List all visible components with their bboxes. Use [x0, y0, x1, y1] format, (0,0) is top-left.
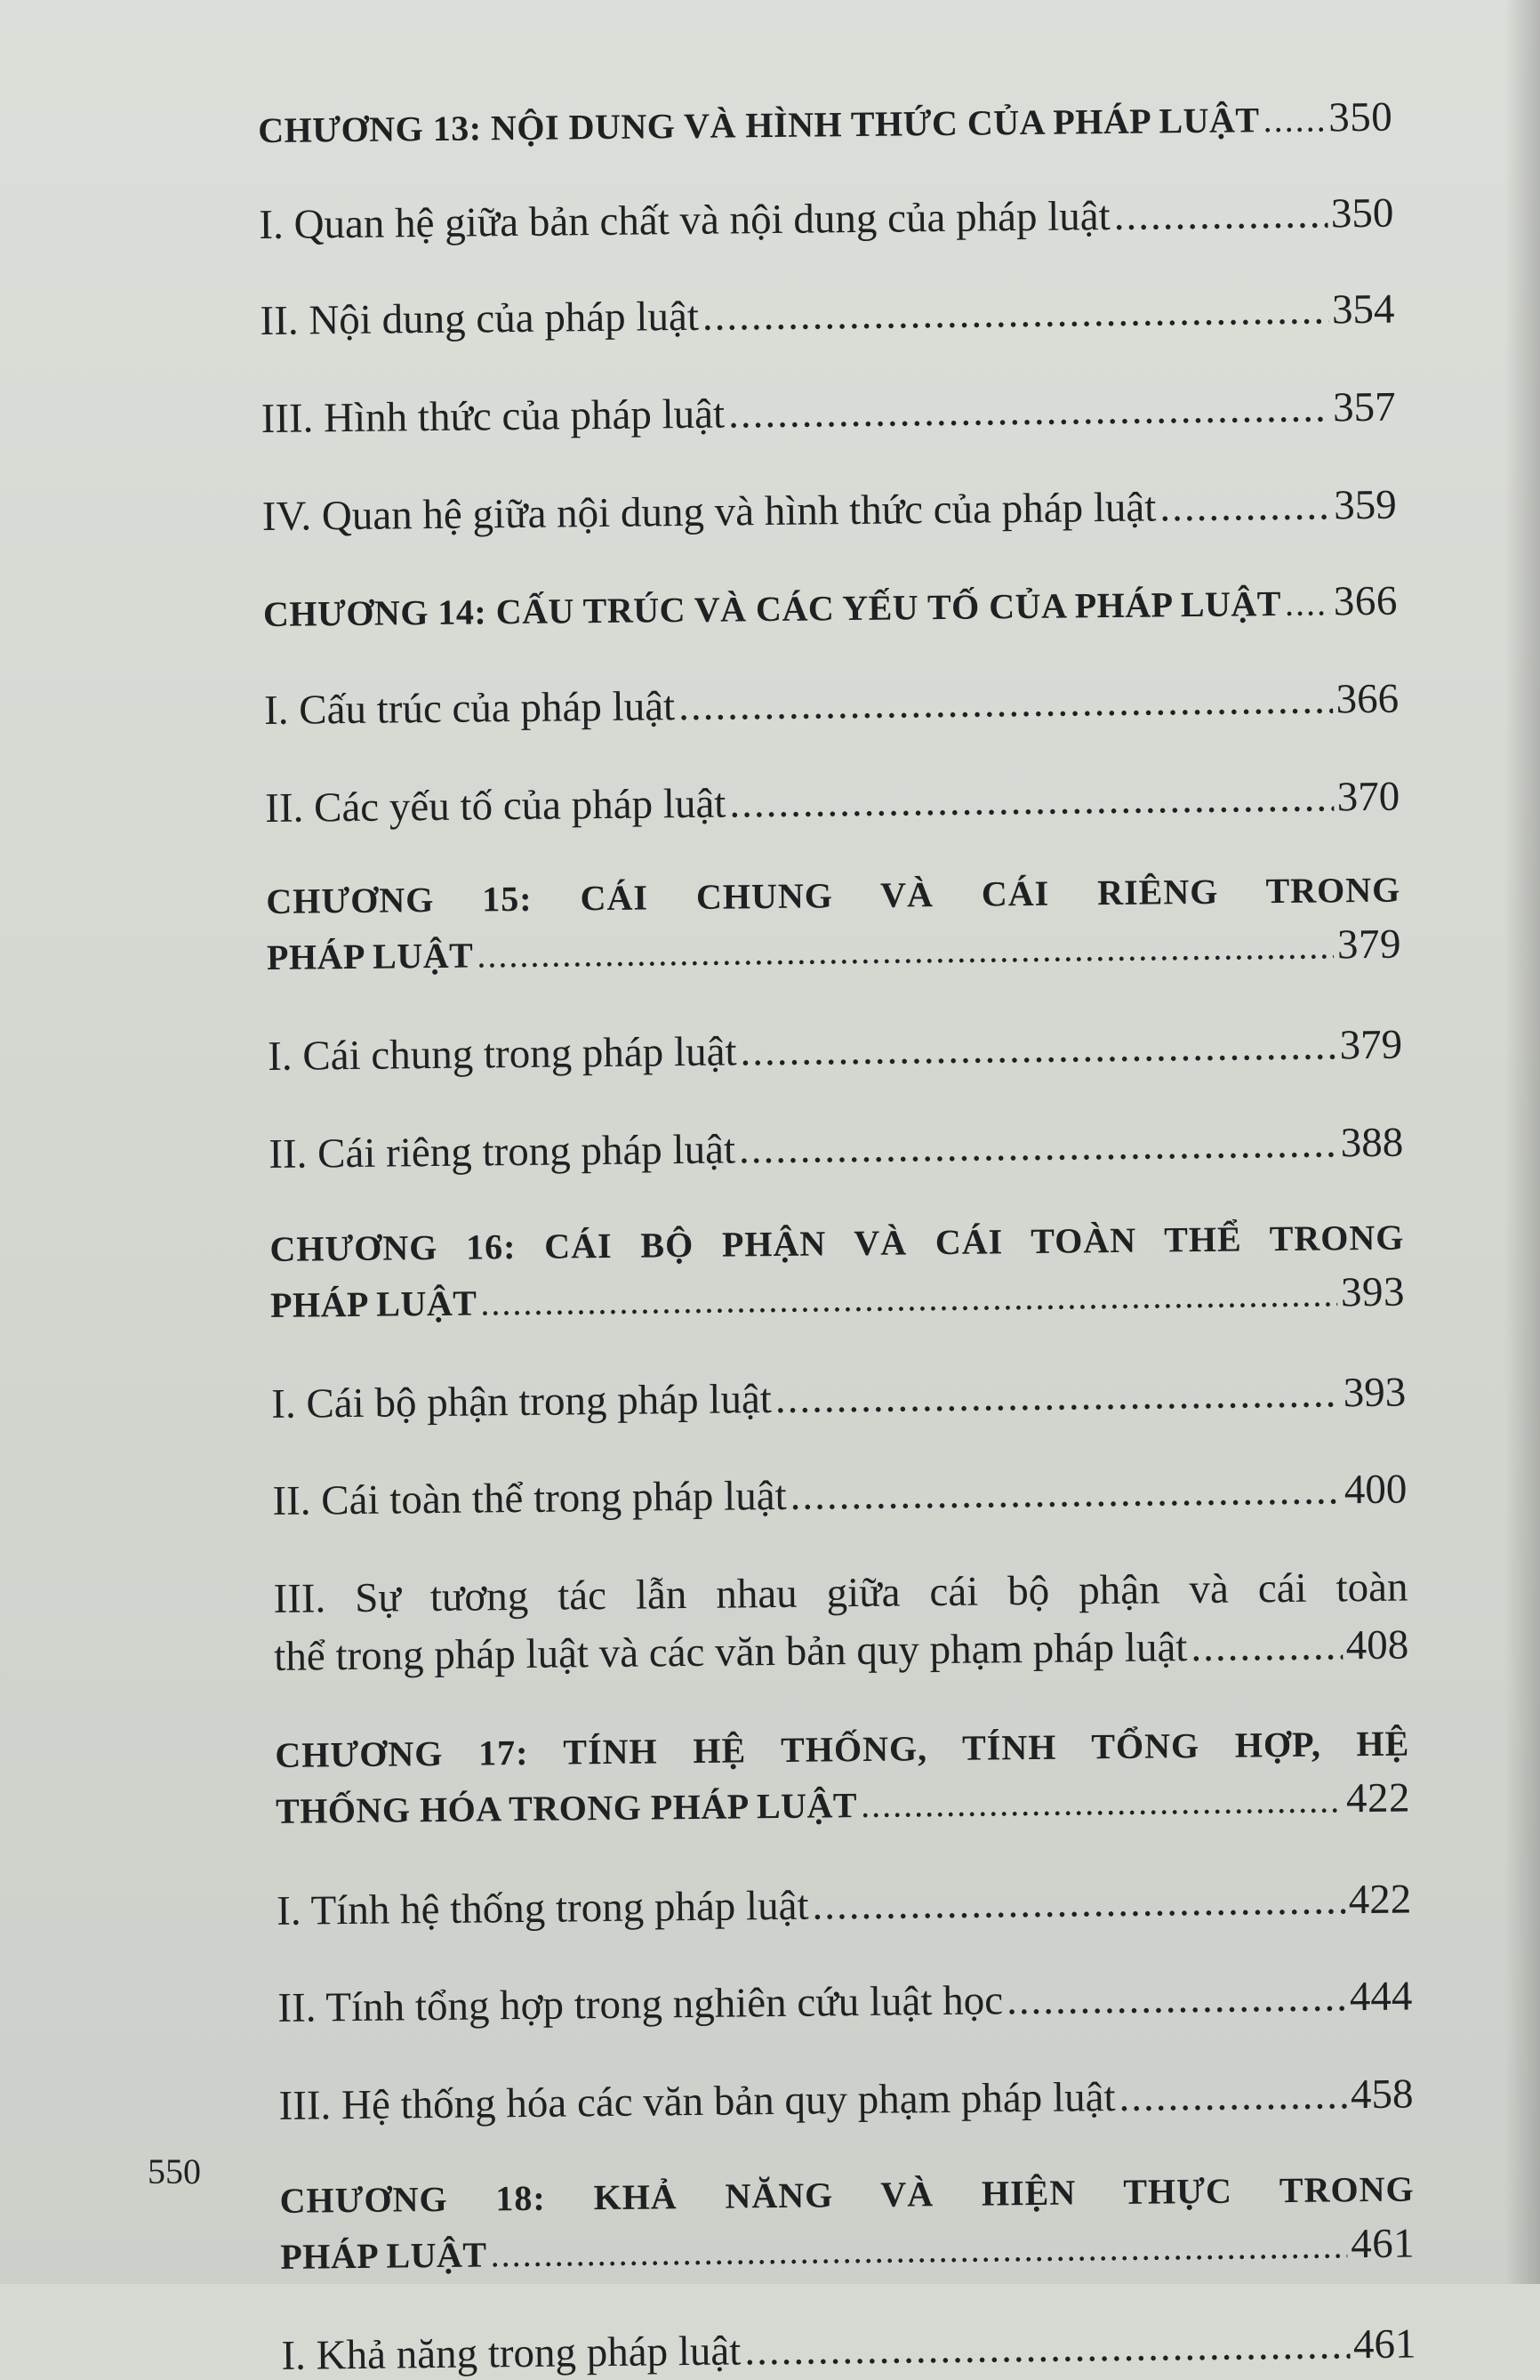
- toc-entry-title: thể trong pháp luật và các văn bản quy phạm pháp luật: [273, 1624, 1188, 1681]
- toc-chapter-ch13: [258, 95, 1392, 153]
- toc-page-number: 379: [1339, 1021, 1403, 1069]
- toc-entry-title: III. Hình thức của pháp luật: [261, 390, 726, 443]
- toc-section-ch13-2: [260, 287, 1394, 345]
- toc-page-number: 458: [1350, 2070, 1414, 2119]
- toc-entry-title-first-line: CHƯƠNG 15: CÁI CHUNG VÀ CÁI RIÊNG TRONG: [266, 869, 1401, 921]
- toc-page-number: 393: [1343, 1369, 1407, 1417]
- toc-section-ch16-2: [272, 1467, 1407, 1524]
- toc-page-number: 354: [1331, 286, 1395, 334]
- toc-page-number: 444: [1349, 1973, 1413, 2021]
- toc-entry-title: CHƯƠNG 13: NỘI DUNG VÀ HÌNH THỨC CỦA PHÁP LUẬT: [258, 100, 1260, 150]
- toc-section-ch17-2: [277, 1974, 1412, 2032]
- toc-page-number: 461: [1350, 2220, 1416, 2268]
- page-number: 550: [148, 2151, 201, 2191]
- page-gutter-shadow: [1504, 0, 1540, 2284]
- toc-entry-title: PHÁP LUẬT: [280, 2234, 487, 2277]
- dot-leader: [1119, 2072, 1347, 2120]
- toc-page-number: 408: [1345, 1621, 1409, 1669]
- toc-entry-title: I. Cấu trúc của pháp luật: [263, 683, 676, 735]
- toc-chapter-ch17: [275, 1725, 1410, 1834]
- toc-entry-title-first-line: III. Sự tương tác lẫn nhau giữa cái bộ phận và cái toàn: [273, 1564, 1408, 1622]
- toc-entry-title: II. Cái riêng trong pháp luật: [269, 1126, 736, 1178]
- toc-section-ch18-1: [281, 2322, 1416, 2380]
- toc-section-ch13-3: [261, 385, 1395, 443]
- dot-leader: [480, 1274, 1337, 1323]
- toc-page-number: 393: [1340, 1268, 1406, 1315]
- toc-entry-title: IV. Quan hệ giữa nội dung và hình thức của pháp luật: [261, 484, 1157, 540]
- toc-page-number: 379: [1336, 921, 1402, 968]
- toc-chapter-ch15: [266, 870, 1401, 979]
- toc-page-number: 388: [1340, 1119, 1404, 1167]
- toc-page-number: 400: [1343, 1466, 1408, 1514]
- dot-leader: [740, 1024, 1336, 1076]
- table-of-contents: [258, 95, 1416, 2380]
- dot-leader: [812, 1877, 1345, 1929]
- dot-leader: [678, 678, 1333, 730]
- toc-entry-title: PHÁP LUẬT: [269, 1282, 477, 1325]
- dot-leader: [775, 1371, 1340, 1423]
- toc-page-number: 370: [1336, 773, 1400, 821]
- toc-entry-title: I. Khả năng trong pháp luật: [281, 2328, 742, 2380]
- toc-section-ch17-3: [278, 2072, 1413, 2130]
- toc-page-number: 366: [1335, 675, 1400, 723]
- toc-page-number: 366: [1333, 578, 1399, 625]
- toc-section-ch15-1: [268, 1023, 1402, 1081]
- dot-leader: [1285, 584, 1330, 624]
- dot-leader: [1007, 1975, 1346, 2025]
- toc-entry-title: II. Nội dung của pháp luật: [260, 293, 700, 345]
- toc-entry-title: I. Tính hệ thống trong pháp luật: [276, 1882, 809, 1934]
- dot-leader: [477, 927, 1334, 975]
- toc-entry-title: CHƯƠNG 14: CẤU TRÚC VÀ CÁC YẾU TỐ CỦA PHÁP LUẬT: [262, 583, 1282, 635]
- dot-leader: [739, 1121, 1337, 1173]
- toc-entry-title: I. Cái chung trong pháp luật: [267, 1028, 737, 1081]
- dot-leader: [1113, 191, 1327, 239]
- toc-page-number: 350: [1327, 93, 1393, 141]
- dot-leader: [1159, 483, 1330, 531]
- toc-section-ch17-1: [277, 1877, 1411, 1934]
- toc-section-ch13-4: [262, 482, 1397, 540]
- dot-leader: [790, 1467, 1341, 1519]
- dot-leader: [1263, 100, 1325, 140]
- toc-section-ch16-3: [273, 1564, 1408, 1681]
- toc-entry-title: III. Hệ thống hóa các văn bản quy phạm pháp luật: [278, 2074, 1116, 2129]
- toc-chapter-ch16: [269, 1218, 1405, 1327]
- toc-entry-title: THỐNG HÓA TRONG PHÁP LUẬT: [275, 1785, 858, 1831]
- toc-entry-title: PHÁP LUẬT: [266, 935, 474, 977]
- dot-leader: [861, 1781, 1343, 1825]
- toc-page-number: 359: [1333, 481, 1398, 529]
- toc-page-number: 461: [1352, 2320, 1416, 2368]
- dot-leader: [729, 775, 1334, 827]
- toc-chapter-ch14: [263, 579, 1398, 637]
- dot-leader: [728, 385, 1330, 438]
- toc-section-ch14-2: [265, 774, 1400, 832]
- toc-entry-title-first-line: CHƯƠNG 17: TÍNH HỆ THỐNG, TÍNH TỔNG HỢP, HỆ: [275, 1723, 1410, 1775]
- toc-entry-title: I. Quan hệ giữa bản chất và nội dung của pháp luật: [259, 192, 1111, 248]
- toc-entry-title: II. Các yếu tố của pháp luật: [264, 780, 726, 832]
- toc-page-number: 422: [1348, 1876, 1412, 1923]
- toc-page-number: 350: [1330, 189, 1394, 237]
- toc-section-ch16-1: [271, 1371, 1406, 1428]
- toc-section-ch13-1: [259, 190, 1393, 248]
- dot-leader: [1191, 1624, 1343, 1671]
- toc-section-ch15-2: [269, 1120, 1403, 1178]
- toc-entry-title: I. Cái bộ phận trong pháp luật: [271, 1376, 773, 1428]
- toc-chapter-ch18: [279, 2169, 1415, 2279]
- toc-page-number: 422: [1345, 1774, 1411, 1822]
- toc-page-number: 357: [1332, 383, 1396, 431]
- toc-entry-title: II. Tính tổng hợp trong nghiên cứu luật học: [277, 1977, 1004, 2032]
- toc-entry-title-first-line: CHƯƠNG 18: KHẢ NĂNG VÀ HIỆN THỰC TRONG: [279, 2168, 1415, 2221]
- toc-entry-title-first-line: CHƯƠNG 16: CÁI BỘ PHẬN VÀ CÁI TOÀN THỂ TRONG: [269, 1217, 1405, 1269]
- dot-leader: [744, 2323, 1350, 2376]
- dot-leader: [702, 288, 1329, 341]
- dot-leader: [490, 2226, 1347, 2274]
- toc-section-ch14-1: [264, 677, 1399, 735]
- toc-entry-title: II. Cái toàn thể trong pháp luật: [272, 1472, 787, 1524]
